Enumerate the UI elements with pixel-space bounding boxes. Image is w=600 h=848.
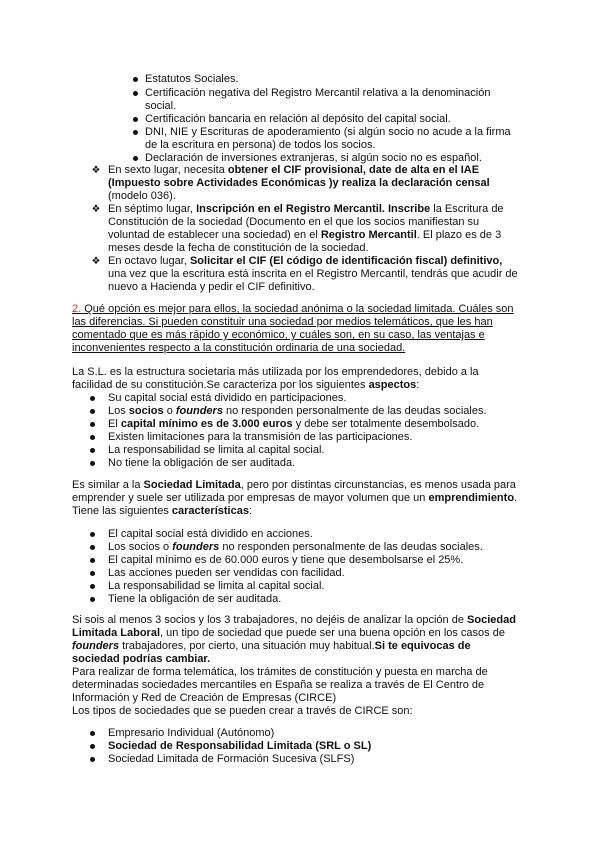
paragraph-line: determinadas sociedades mercantiles en España se realiza a través de El Centro de <box>72 679 485 691</box>
paragraph-line: La S.L. es la estructura societaria más utilizada por los emprendedores, debido a la <box>72 366 479 378</box>
list-item: Estatutos Sociales. <box>145 73 239 85</box>
bullet <box>87 541 97 554</box>
step-line: (modelo 036). <box>108 190 176 202</box>
bullet <box>87 554 97 567</box>
bullet <box>87 392 97 405</box>
bullet <box>87 431 97 444</box>
question-line: inconvenientes respecto a la constitución ordinaria de una sociedad. <box>72 342 406 354</box>
list-item-cont: de la escritura en persona) de todos los socios. <box>145 139 376 151</box>
bullet <box>87 580 97 593</box>
list-item: Sociedad Limitada de Formación Sucesiva (SLFS) <box>108 753 355 765</box>
list-item: Certificación negativa del Registro Mercantil relativa a la denominación <box>145 87 491 99</box>
paragraph-line: emprender y suele ser utilizada por empresas de mayor volumen que un emprendimiento. <box>72 492 518 504</box>
bullet <box>87 444 97 457</box>
paragraph-line: facilidad de su constitución.Se caracteriza por los siguientes aspectos: <box>72 379 420 391</box>
list-item: Sociedad de Responsabilidad Limitada (SRL o SL) <box>108 740 372 752</box>
bullet <box>130 126 140 139</box>
step-line: nuevo a Hacienda y pedir el CIF definitivo. <box>108 281 315 293</box>
list-item: El capital mínimo es de 60.000 euros y tiene que desembolsarse el 25%. <box>108 554 464 566</box>
list-item: Las acciones pueden ser vendidas con facilidad. <box>108 567 345 579</box>
bullet <box>87 593 97 606</box>
question-line: 2. Qué opción es mejor para ellos, la sociedad anónima o la sociedad limitada. Cuáles son <box>72 303 514 315</box>
list-item: Existen limitaciones para la transmisión de las participaciones. <box>108 431 413 443</box>
list-item: No tiene la obligación de ser auditada. <box>108 457 296 469</box>
paragraph-line: Para realizar de forma telemática, los trámites de constitución y puesta en marcha de <box>72 666 488 678</box>
paragraph-line: Limitada Laboral, un tipo de sociedad que puede ser una buena opción en los casos de <box>72 627 505 639</box>
bullet <box>87 740 97 753</box>
list-item: Empresario Individual (Autónomo) <box>108 727 275 739</box>
bullet <box>87 727 97 740</box>
list-item: Su capital social está dividido en participaciones. <box>108 392 347 404</box>
bullet <box>87 457 97 470</box>
bullet <box>130 73 140 86</box>
diamond-bullet-icon: ❖ <box>91 256 101 267</box>
bullet <box>87 528 97 541</box>
list-item: DNI, NIE y Escrituras de apoderamiento (si algún socio no acude a la firma <box>145 126 511 138</box>
list-item: El capital social está dividido en acciones. <box>108 528 313 540</box>
question-line: las diferencias. Si pueden constituir una sociedad por medios telemáticos, que les han <box>72 316 493 328</box>
bullet <box>130 113 140 126</box>
bullet <box>87 567 97 580</box>
paragraph-line: Si sois al menos 3 socios y los 3 trabajadores, no dejéis de analizar la opción de Sociedad <box>72 614 516 626</box>
list-item: Declaración de inversiones extranjeras, si algún socio no es español. <box>145 152 482 164</box>
list-item: Los socios o founders no responden personalmente de las deudas sociales. <box>108 405 487 417</box>
list-item: Certificación bancaria en relación al depósito del capital social. <box>145 113 451 125</box>
step-line: En séptimo lugar, Inscripción en el Registro Mercantil. Inscribe la Escritura de <box>108 203 504 215</box>
bullet <box>130 87 140 100</box>
step-line: En sexto lugar, necesita obtener el CIF provisional, date de alta en el IAE <box>108 164 480 176</box>
paragraph-line: Es similar a la Sociedad Limitada, pero por distintas circunstancias, es menos usada para <box>72 479 516 491</box>
step-line: (Impuesto sobre Actividades Económicas )y realiza la declaración censal <box>108 177 490 189</box>
bullet <box>87 418 97 431</box>
paragraph-line: Tiene las siguientes características: <box>72 505 252 517</box>
diamond-bullet-icon: ❖ <box>91 165 101 176</box>
step-line: En octavo lugar, Solicitar el CIF (El código de identificación fiscal) definitivo, <box>108 255 503 267</box>
list-item: Los socios o founders no responden personalmente de las deudas sociales. <box>108 541 483 553</box>
bullet <box>87 405 97 418</box>
step-line: una vez que la escritura está inscrita en el Registro Mercantil, tendrás que acudir de <box>108 268 518 280</box>
bullet <box>87 753 97 766</box>
list-item: El capital mínimo es de 3.000 euros y debe ser totalmente desembolsado. <box>108 418 480 430</box>
list-item: La responsabilidad se limita al capital social. <box>108 444 325 456</box>
list-item: Tiene la obligación de ser auditada. <box>108 593 282 605</box>
step-line: Constitución de la sociedad (Documento en el que los socios manifiestan su <box>108 216 480 228</box>
step-line: meses desde la fecha de constitución de la sociedad. <box>108 242 369 254</box>
question-line: comentado que es más rápido y económico, y cuáles son, en su caso, las ventajas e <box>72 329 485 341</box>
paragraph-line: founders trabajadores, por cierto, una situación muy habitual.Si te equivocas de <box>72 640 471 652</box>
paragraph-line: Información y Red de Creación de Empresas (CIRCE) <box>72 692 337 704</box>
step-line: voluntad de establecer una sociedad) en el Registro Mercantil. El plazo es de 3 <box>108 229 502 241</box>
paragraph-line: sociedad podrías cambiar. <box>72 653 211 665</box>
list-item: La responsabilidad se limita al capital social. <box>108 580 325 592</box>
paragraph-line: Los tipos de sociedades que se pueden crear a través de CIRCE son: <box>72 705 413 717</box>
diamond-bullet-icon: ❖ <box>91 204 101 215</box>
list-item-cont: social. <box>145 100 177 112</box>
